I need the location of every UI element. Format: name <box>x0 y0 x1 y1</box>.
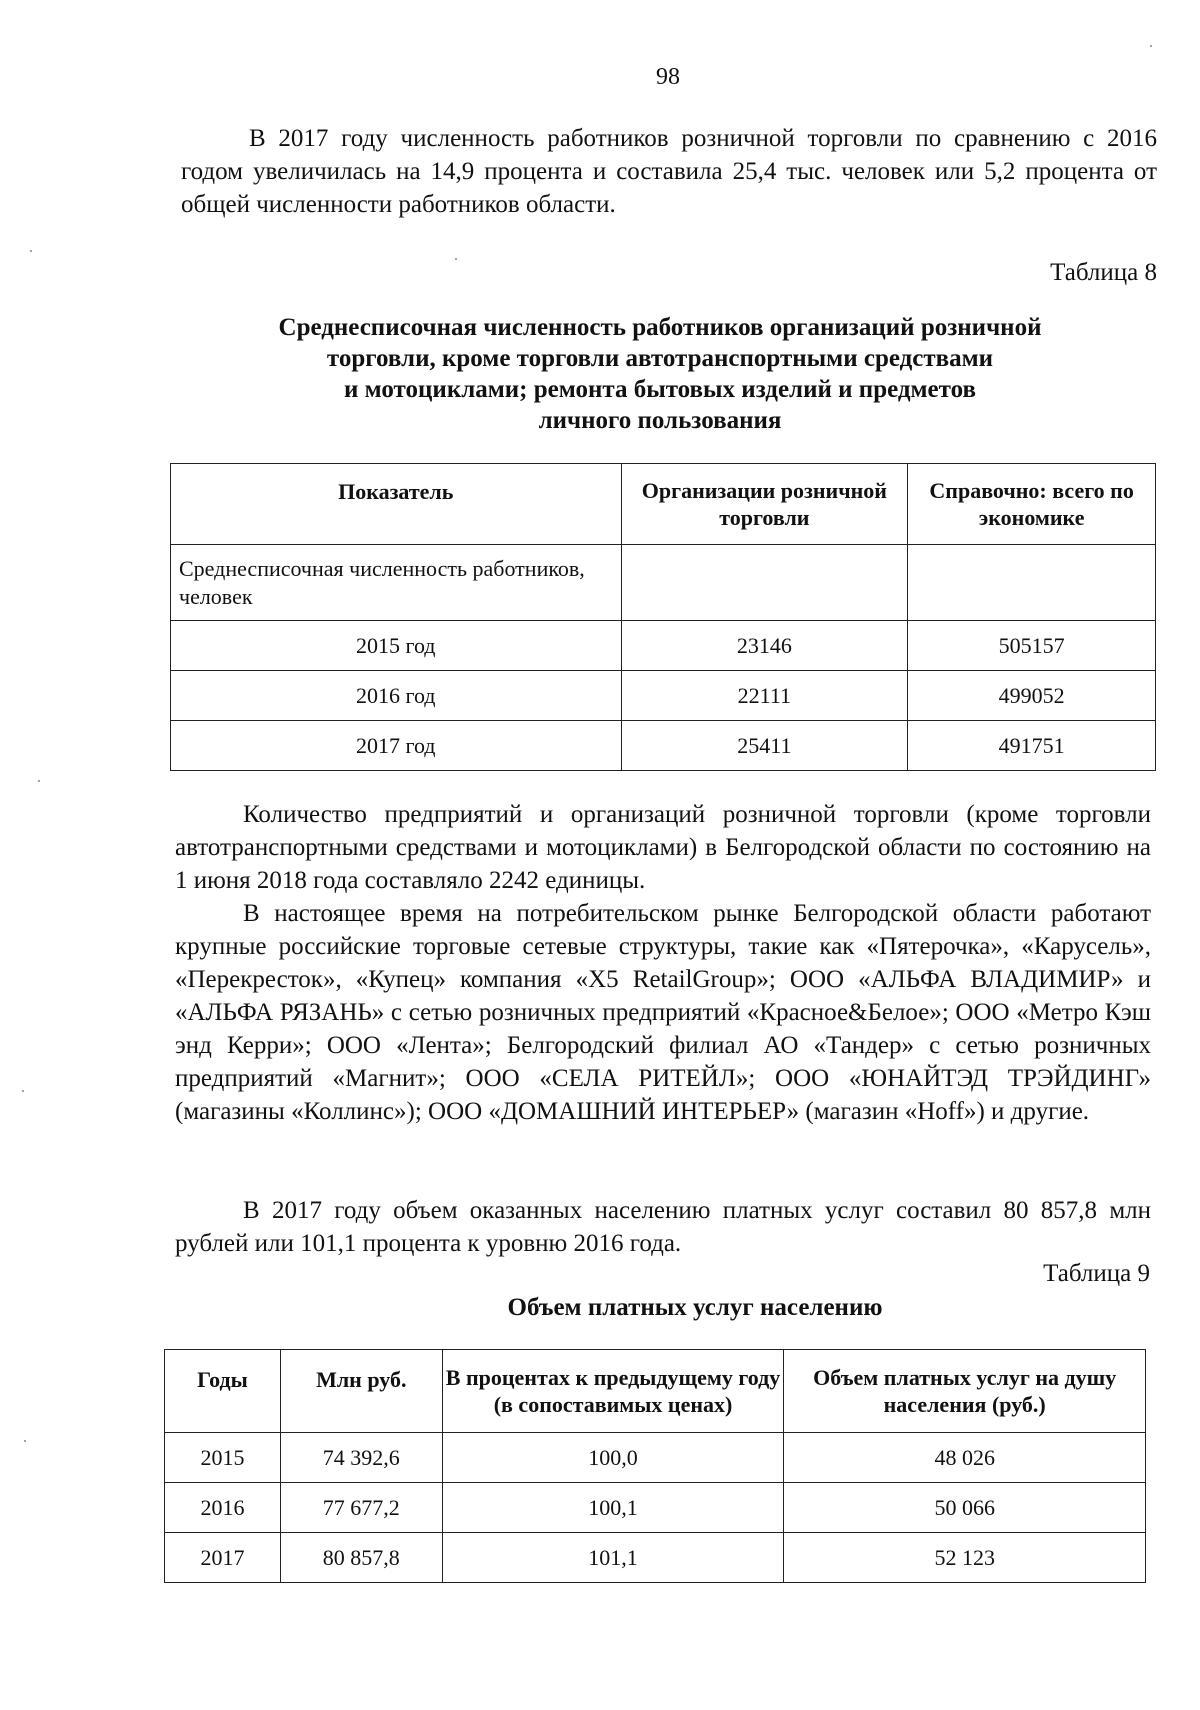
table-row <box>165 1483 1146 1533</box>
table8-row-economy: 491751 <box>908 721 1156 771</box>
table9-per-capita: 52 123 <box>784 1533 1146 1583</box>
scan-speck <box>455 258 457 260</box>
scan-speck <box>24 1440 26 1442</box>
table9-per-capita: 50 066 <box>784 1483 1146 1533</box>
table8-title-line: торговли, кроме торговли автотранспортными средствами <box>326 345 994 372</box>
table-row <box>171 621 1156 671</box>
table9-caption: Таблица 9 <box>1043 1260 1150 1287</box>
table9-header-years: Годы <box>165 1350 281 1433</box>
table9-year: 2016 <box>165 1483 281 1533</box>
table8-title-line: и мотоциклами; ремонта бытовых изделий и предметов <box>344 376 976 403</box>
table9-header-mln: Млн руб. <box>280 1350 442 1433</box>
table9-title: Объем платных услуг населению <box>507 1294 883 1321</box>
table9-header-pct: В процентах к предыдущему году (в сопоставимых ценах) <box>442 1350 784 1433</box>
scan-speck <box>30 250 32 252</box>
table8-empty-cell <box>908 545 1156 621</box>
table9 <box>164 1349 1146 1583</box>
table8-title <box>200 312 1120 436</box>
table9-per-capita: 48 026 <box>784 1433 1146 1483</box>
table9-mln: 80 857,8 <box>280 1533 442 1583</box>
paragraph-4 <box>175 1194 1151 1260</box>
table9-pct: 100,1 <box>442 1483 784 1533</box>
scan-speck <box>22 1090 24 1092</box>
paragraph-4-text: В 2017 году объем оказанных населению платных услуг составил 80 857,8 млн рублей или 101,1 процента к уровню 2016 года. <box>175 1197 1151 1257</box>
table8-row-label: 2015 год <box>171 621 622 671</box>
intro-paragraph-text: В 2017 году численность работников розничной торговли по сравнению с 2016 годом увеличилась на 14,9 процента и составила 25,4 тыс. человек или 5,2 процента от общей численности работников области. <box>181 125 1157 218</box>
paragraph-2-text: Количество предприятий и организаций розничной торговли (кроме торговли автотранспортными средствами и мотоциклами) в Белгородской области по состоянию на 1 июня 2018 года составляло 2242 единицы. <box>175 801 1151 894</box>
page-number: 98 <box>656 64 680 90</box>
paragraph-3-text: В настоящее время на потребительском рынке Белгородской области работают крупные российские торговые сетевые структуры, такие как «Пятерочка», «Карусель», «Перекресток», «Купец» компания «X5 RetailGroup»; ООО «АЛЬФА ВЛАДИМИР» и «АЛЬФА РЯЗАНЬ» с сетью розничных предприятий «Красное&Белое»; ООО «Метро Кэш энд Керри»; ООО «Лента»; Белгородский филиал АО «Тандер» с сетью розничных предприятий «Магнит»; ООО «СЕЛА РИТЕЙЛ»; ООО «ЮНАЙТЭД ТРЭЙДИНГ» (магазины «Коллинс»); ООО «ДОМАШНИЙ ИНТЕРЬЕР» (магазин «Hoff») и другие. <box>175 900 1151 1125</box>
table8-title-line: Среднесписочная численность работников организаций розничной <box>278 314 1042 341</box>
table8-row-label: 2017 год <box>171 721 622 771</box>
paragraph-3 <box>175 897 1151 1128</box>
table9-mln: 74 392,6 <box>280 1433 442 1483</box>
table8-empty-cell <box>621 545 908 621</box>
table8-row-retail: 23146 <box>621 621 908 671</box>
table-row <box>165 1433 1146 1483</box>
intro-paragraph <box>181 122 1157 221</box>
table-row <box>165 1533 1146 1583</box>
table9-year: 2017 <box>165 1533 281 1583</box>
table8-row-retail: 22111 <box>621 671 908 721</box>
table8-header-indicator: Показатель <box>171 464 622 545</box>
scan-speck <box>38 780 40 782</box>
table8-caption: Таблица 8 <box>1050 259 1157 286</box>
paragraph-2 <box>175 798 1151 897</box>
table-row <box>171 671 1156 721</box>
table8-header-economy: Справочно: всего по экономике <box>908 464 1156 545</box>
table8-header-row <box>171 464 1156 545</box>
table9-header-per-capita: Объем платных услуг на душу населения (руб.) <box>784 1350 1146 1433</box>
table9-header-row <box>165 1350 1146 1433</box>
table8 <box>170 463 1156 771</box>
table8-row-label: 2016 год <box>171 671 622 721</box>
table8-row-economy: 505157 <box>908 621 1156 671</box>
table8-header-retail: Организации розничной торговли <box>621 464 908 545</box>
table8-section-label: Среднесписочная численность работников, человек <box>171 545 622 621</box>
table8-row-retail: 25411 <box>621 721 908 771</box>
table9-mln: 77 677,2 <box>280 1483 442 1533</box>
table9-year: 2015 <box>165 1433 281 1483</box>
table9-pct: 100,0 <box>442 1433 784 1483</box>
scan-speck <box>1150 45 1152 47</box>
table8-title-line: личного пользования <box>538 407 782 434</box>
table8-section-row <box>171 545 1156 621</box>
table-row <box>171 721 1156 771</box>
table8-row-economy: 499052 <box>908 671 1156 721</box>
table9-pct: 101,1 <box>442 1533 784 1583</box>
